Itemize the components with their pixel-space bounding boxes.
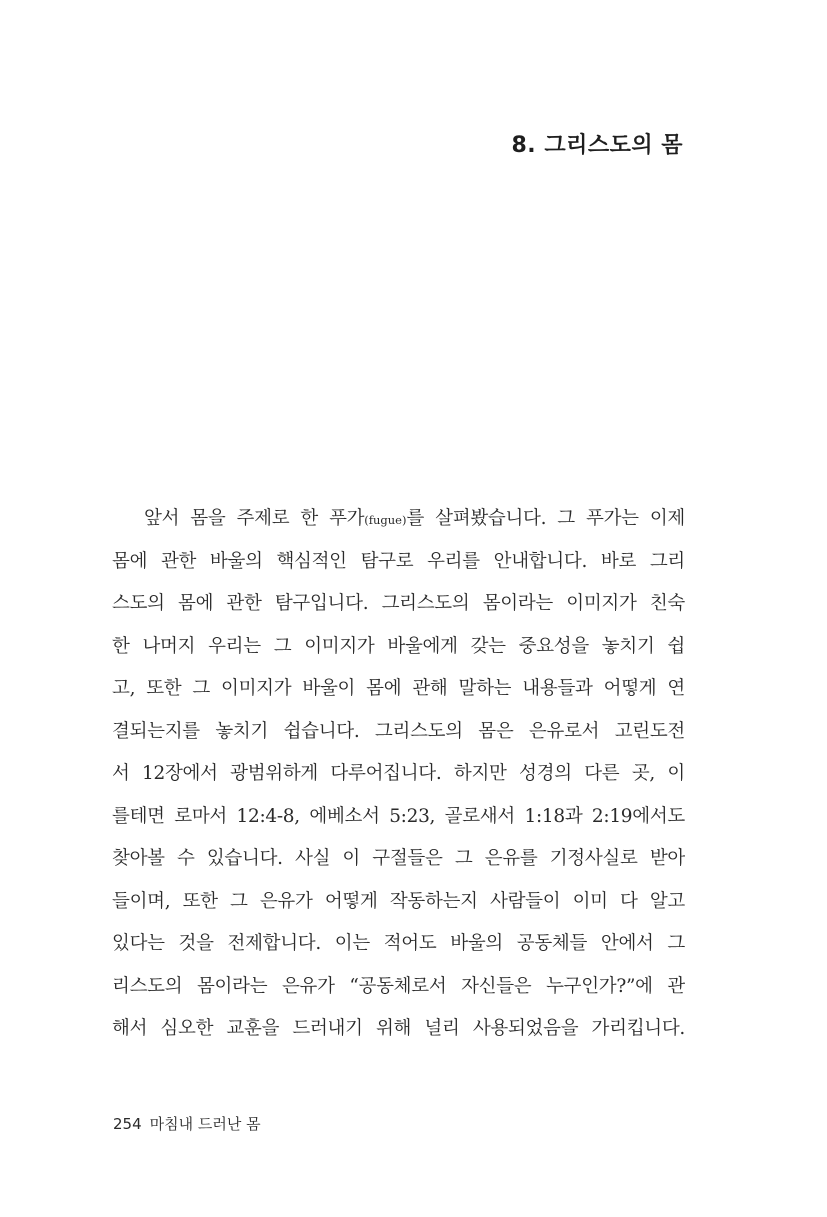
foreign-term-note: (fugue) (364, 513, 407, 527)
paragraph-line: 결되는지를 놓치기 쉽습니다. 그리스도의 몸은 은유로서 고린도전 (112, 720, 685, 742)
body-paragraph (112, 498, 685, 1051)
paragraph-line (112, 498, 685, 541)
paragraph-line: 들이며, 또한 그 은유가 어떻게 작동하는지 사람들이 이미 다 알고 (112, 890, 685, 912)
paragraph-line: 리스도의 몸이라는 은유가 “공동체로서 자신들은 누구인가?”에 관 (112, 975, 685, 997)
paragraph-line: 몸에 관한 바울의 핵심적인 탐구로 우리를 안내합니다. 바로 그리 (112, 550, 685, 572)
chapter-title: 8. 그리스도의 몸 (511, 133, 683, 158)
page-footer (113, 1113, 261, 1134)
paragraph-line: 를테면 로마서 12:4-8, 에베소서 5:23, 골로새서 1:18과 2:19에서도 (112, 805, 685, 827)
paragraph-line: 찾아볼 수 있습니다. 사실 이 구절들은 그 은유를 기정사실로 받아 (112, 848, 685, 869)
paragraph-line: 한 나머지 우리는 그 이미지가 바울에게 갖는 중요성을 놓치기 쉽 (112, 635, 685, 657)
paragraph-line: 고, 또한 그 이미지가 바울이 몸에 관해 말하는 내용들과 어떻게 연 (112, 678, 685, 699)
page-number: 254 (113, 1115, 142, 1133)
paragraph-line: 스도의 몸에 관한 탐구입니다. 그리스도의 몸이라는 이미지가 친숙 (112, 593, 685, 614)
paragraph-line: 있다는 것을 전제합니다. 이는 적어도 바울의 공동체들 안에서 그 (112, 933, 685, 954)
paragraph-line: 해서 심오한 교훈을 드러내기 위해 널리 사용되었음을 가리킵니다. (112, 1018, 685, 1039)
running-book-title: 마침내 드러난 몸 (149, 1115, 261, 1133)
paragraph-line: 서 12장에서 광범위하게 다루어집니다. 하지만 성경의 다른 곳, 이 (112, 763, 685, 784)
line-text: 앞서 몸을 주제로 한 푸가 (144, 508, 365, 529)
line-text: 를 살펴봤습니다. 그 푸가는 이제 (406, 508, 685, 529)
